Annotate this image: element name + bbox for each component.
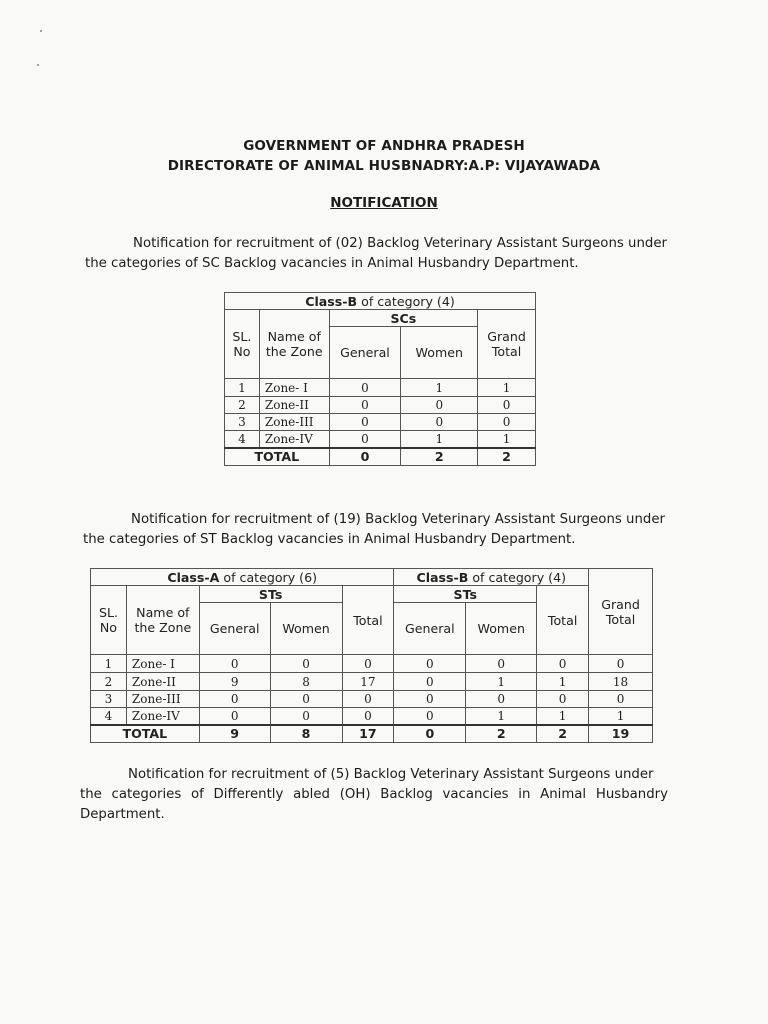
oh-paragraph-line: the categories of Differently abled (OH) Backlog vacancies in Animal Husbandry <box>80 787 668 802</box>
sc-col-zone: Name of the Zone <box>259 310 329 379</box>
sc-table <box>224 292 536 466</box>
sc-col-women: Women <box>401 327 478 379</box>
oh-paragraph-line: Department. <box>80 807 165 822</box>
table-row: 2 Zone-II 9 8 17 0 1 1 18 <box>91 673 653 691</box>
st-paragraph <box>83 510 683 550</box>
st-col-grand-total: Grand Total <box>589 569 653 655</box>
table-row: 1 Zone- I 0 1 1 <box>225 379 536 397</box>
sc-paragraph-line: the categories of SC Backlog vacancies in Animal Husbandry Department. <box>85 256 579 271</box>
total-row: TOTAL 0 2 2 <box>225 448 536 466</box>
scan-speck <box>37 64 39 66</box>
sc-col-grand-total: Grand Total <box>478 310 536 379</box>
st-col-b-general: General <box>394 603 466 655</box>
table-row: 2 Zone-II 0 0 0 <box>225 397 536 414</box>
table-row: 3 Zone-III 0 0 0 0 0 0 0 <box>91 691 653 708</box>
st-col-sl: SL. No <box>91 586 127 655</box>
notification-title: NOTIFICATION <box>330 195 438 211</box>
sc-class-header: Class-B of category (4) <box>225 293 536 310</box>
sc-col-sl: SL. No <box>225 310 260 379</box>
table-row: 4 Zone-IV 0 0 0 0 1 1 1 <box>91 708 653 725</box>
table-row: 3 Zone-III 0 0 0 <box>225 414 536 431</box>
st-groupB-header: STs <box>394 586 537 603</box>
sc-col-general: General <box>329 327 401 379</box>
oh-paragraph <box>80 765 668 825</box>
sc-paragraph <box>85 234 685 274</box>
sc-paragraph-line: Notification for recruitment of (02) Backlog Veterinary Assistant Surgeons under <box>133 236 667 251</box>
st-col-a-total: Total <box>342 586 394 655</box>
table-row: 1 Zone- I 0 0 0 0 0 0 0 <box>91 655 653 673</box>
table-row: 4 Zone-IV 0 1 1 <box>225 431 536 448</box>
header-government: GOVERNMENT OF ANDHRA PRADESH <box>243 138 525 154</box>
st-col-a-general: General <box>199 603 270 655</box>
st-col-b-women: Women <box>466 603 537 655</box>
st-table <box>90 568 653 743</box>
st-classA-header: Class-A of category (6) <box>91 569 394 586</box>
st-groupA-header: STs <box>199 586 342 603</box>
total-row: TOTAL 9 8 17 0 2 2 19 <box>91 725 653 743</box>
st-col-b-total: Total <box>537 586 589 655</box>
st-paragraph-line: the categories of ST Backlog vacancies in Animal Husbandry Department. <box>83 532 576 547</box>
scan-speck <box>40 30 42 32</box>
st-classB-header: Class-B of category (4) <box>394 569 589 586</box>
oh-paragraph-line: Notification for recruitment of (5) Backlog Veterinary Assistant Surgeons under <box>128 767 654 782</box>
header-directorate: DIRECTORATE OF ANIMAL HUSBNADRY:A.P: VIJAYAWADA <box>167 158 601 174</box>
st-col-a-women: Women <box>270 603 342 655</box>
sc-group-header: SCs <box>329 310 478 327</box>
st-col-zone: Name of the Zone <box>126 586 199 655</box>
st-paragraph-line: Notification for recruitment of (19) Backlog Veterinary Assistant Surgeons under <box>131 512 665 527</box>
